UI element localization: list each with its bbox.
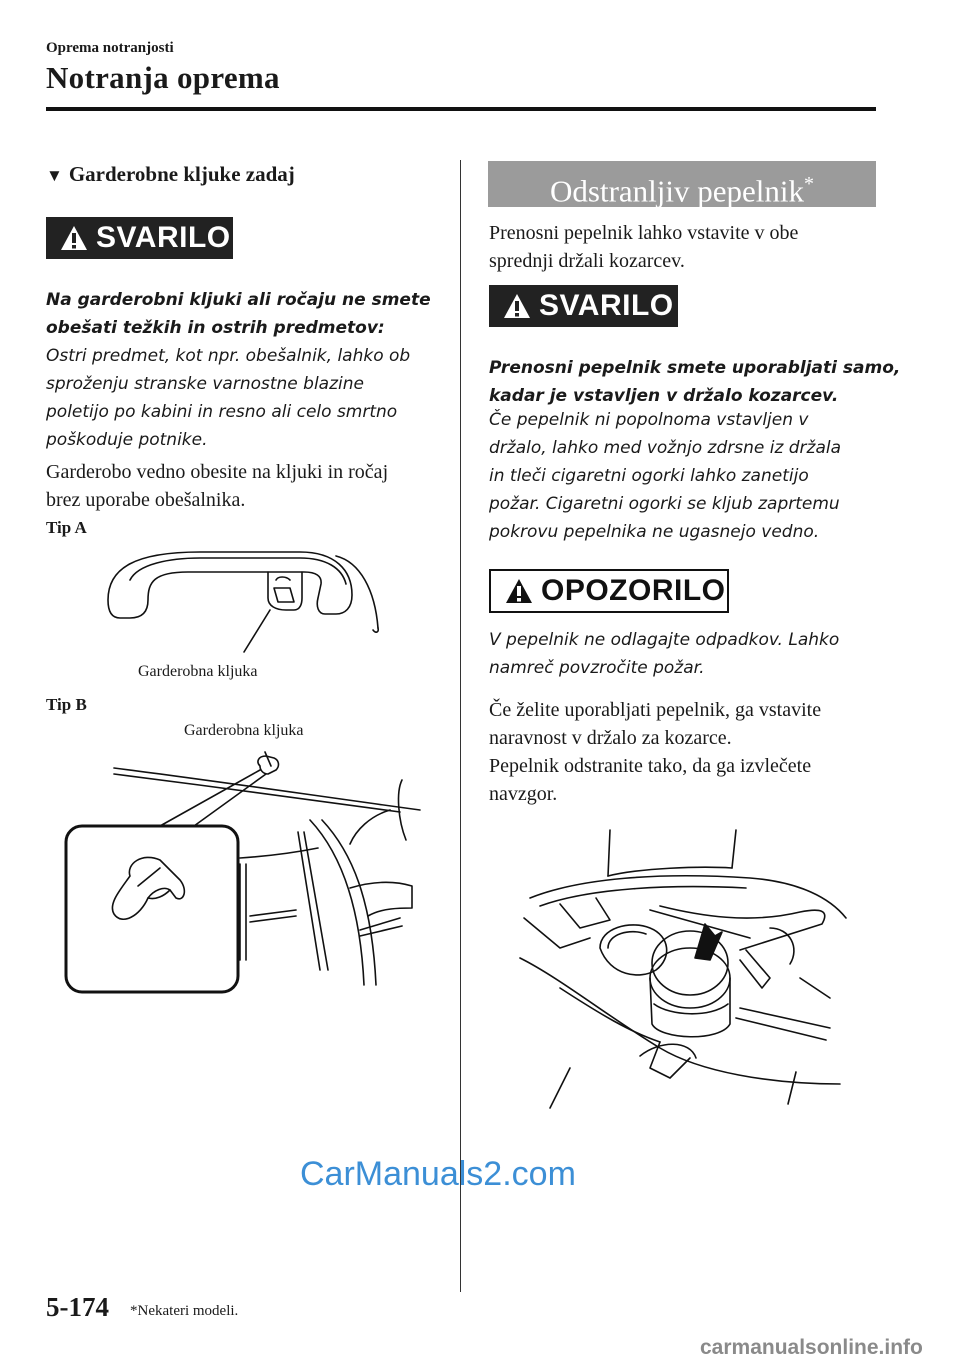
warning-heading-line: Prenosni pepelnik smete uporabljati samo,	[489, 358, 901, 378]
body-line: Garderobo vedno obesite na kljuki in ročaj	[46, 461, 389, 483]
warning-heading	[46, 286, 431, 342]
exclamation-triangle-icon	[60, 225, 88, 251]
warning-body-line: požar. Cigaretni ogorki se kljub zaprtemu	[489, 494, 840, 514]
grab-handle-illustration	[90, 540, 390, 665]
optional-equipment-mark: *	[803, 173, 814, 195]
warning-body-line: Ostri predmet, kot npr. obešalnik, lahko ob	[46, 346, 411, 366]
exclamation-triangle-icon	[505, 578, 533, 604]
caption-tip-a: Garderobna kljuka	[138, 663, 258, 680]
type-a-label: Tip A	[46, 518, 87, 537]
body-line: Če želite uporabljati pepelnik, ga vstavite	[489, 699, 822, 721]
breadcrumb: Oprema notranjosti	[46, 40, 174, 56]
warning-body	[489, 406, 841, 546]
body-line: Prenosni pepelnik lahko vstavite v obe	[489, 222, 799, 244]
warning-body-line: držalo, lahko med vožnjo zdrsne iz držala	[489, 438, 842, 458]
section-title-bar	[488, 161, 876, 207]
caution-body	[489, 626, 839, 682]
warning-badge	[46, 217, 233, 259]
ashtray-intro	[489, 219, 798, 275]
exclamation-triangle-icon	[503, 293, 531, 319]
caption-tip-b: Garderobna kljuka	[184, 722, 304, 739]
subheading	[46, 162, 295, 187]
warning-body-line: in tleči cigaretni ogorki lahko zanetijo	[489, 466, 809, 486]
footnote: *Nekateri modeli.	[130, 1303, 239, 1319]
warning-body-line: sproženju stranske varnostne blazine	[46, 374, 364, 394]
warning-heading-line: Na garderobni kljuki ali ročaju ne smete	[46, 290, 431, 310]
roof-hook-illustration	[60, 740, 440, 1000]
body-line: naravnost v držalo za kozarce.	[489, 727, 732, 749]
body-line: sprednji držali kozarcev.	[489, 250, 685, 272]
body-line: brez uporabe obešalnika.	[46, 489, 246, 511]
body-line: navzgor.	[489, 783, 558, 805]
header-rule	[46, 107, 876, 111]
subheading-text: Garderobne kljuke zadaj	[68, 162, 295, 186]
subheading-marker: ▼	[46, 166, 63, 185]
hook-instructions	[46, 458, 388, 514]
warning-heading-line: obešati težkih in ostrih predmetov:	[46, 318, 385, 338]
page-number: 5-174	[46, 1292, 109, 1322]
warning-badge	[489, 285, 678, 327]
warning-body-line: pokrovu pepelnika ne ugasnejo vedno.	[489, 522, 820, 542]
caution-badge-label: OPOZORILO	[541, 574, 726, 607]
caution-body-line: V pepelnik ne odlagajte odpadkov. Lahko	[489, 630, 840, 650]
warning-body	[46, 342, 410, 454]
body-line: Pepelnik odstranite tako, da ga izvlečete	[489, 755, 812, 777]
caution-badge	[489, 569, 729, 613]
caution-body-line: namreč povzročite požar.	[489, 658, 705, 678]
warning-body-line: poletijo po kabini in resno ali celo smrtno	[46, 402, 398, 422]
warning-body-line: Če pepelnik ni popolnoma vstavljen v	[489, 410, 809, 430]
ashtray-instructions	[489, 696, 821, 808]
warning-badge-label: SVARILO	[539, 289, 674, 322]
section-title: Odstranljiv pepelnik	[550, 173, 804, 209]
page-title: Notranja oprema	[46, 60, 280, 95]
warning-badge-label: SVARILO	[96, 221, 231, 254]
warning-body-line: poškoduje potnike.	[46, 430, 208, 450]
column-divider	[460, 160, 461, 1292]
ashtray-cupholder-illustration	[500, 828, 860, 1118]
watermark-carmanualsonline: carmanualsonline.info	[700, 1336, 923, 1359]
type-b-label: Tip B	[46, 695, 87, 714]
watermark-carmanuals2: CarManuals2.com	[300, 1155, 576, 1193]
warning-heading-line: kadar je vstavljen v držalo kozarcev.	[489, 386, 839, 406]
warning-heading	[489, 354, 900, 410]
